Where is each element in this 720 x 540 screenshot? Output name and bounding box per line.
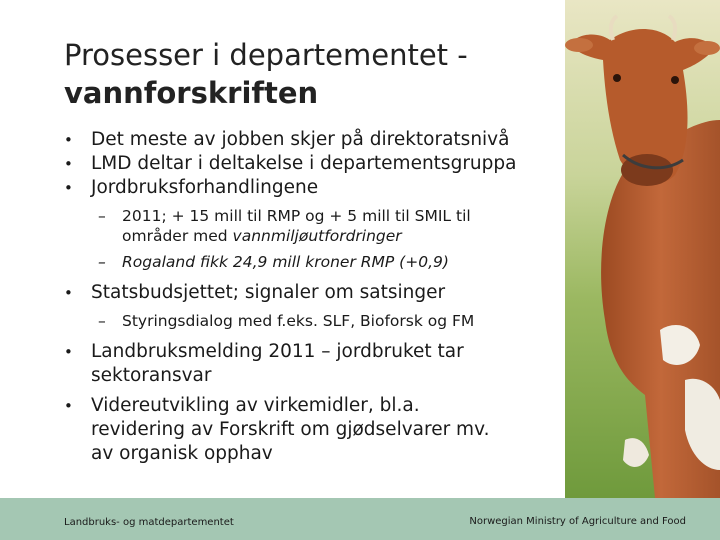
footer-ministry-english: Norwegian Ministry of Agriculture and Food	[469, 516, 686, 527]
sub-bullet-item	[98, 206, 564, 246]
bullet-list	[64, 128, 564, 466]
bullet-line: sektoransvar	[91, 365, 212, 386]
footer-bar	[0, 498, 720, 540]
bullet-item	[64, 394, 564, 466]
sub-bullet-item: – Styringsdialog med f.eks. SLF, Bioforsk og FM	[98, 311, 564, 331]
bullet-item	[64, 340, 564, 388]
cow-photo	[565, 0, 720, 498]
sub-bullet-line: 2011; + 15 mill til RMP og + 5 mill til SMIL til	[122, 207, 471, 225]
bullet-line: revidering av Forskrift om gjødselvarer mv.	[91, 419, 490, 440]
sub-bullet-italic-text: vannmiljøutfordringer	[232, 227, 402, 245]
bullet-item: • Det meste av jobben skjer på direktoratsnivå	[64, 128, 564, 152]
bullet-line: Landbruksmelding 2011 – jordbruket tar	[91, 341, 464, 362]
bullet-item: • LMD deltar i deltakelse i departementsgruppa	[64, 152, 564, 176]
bullet-line: Videreutvikling av virkemidler, bl.a.	[91, 395, 420, 416]
bullet-item: • Statsbudsjettet; signaler om satsinger	[64, 281, 564, 305]
footer-ministry-norwegian: Landbruks- og matdepartementet	[64, 517, 234, 528]
bullet-item: • Jordbruksforhandlingene	[64, 176, 564, 200]
slide-title	[64, 36, 554, 112]
title-line-1: Prosesser i departementet -	[64, 38, 468, 72]
title-line-2: vannforskriften	[64, 76, 319, 110]
bullet-line: av organisk opphav	[91, 443, 273, 464]
sub-bullet-line: områder med	[122, 227, 233, 245]
sub-bullet-item: – Rogaland fikk 24,9 mill kroner RMP (+0,9)	[98, 252, 564, 272]
